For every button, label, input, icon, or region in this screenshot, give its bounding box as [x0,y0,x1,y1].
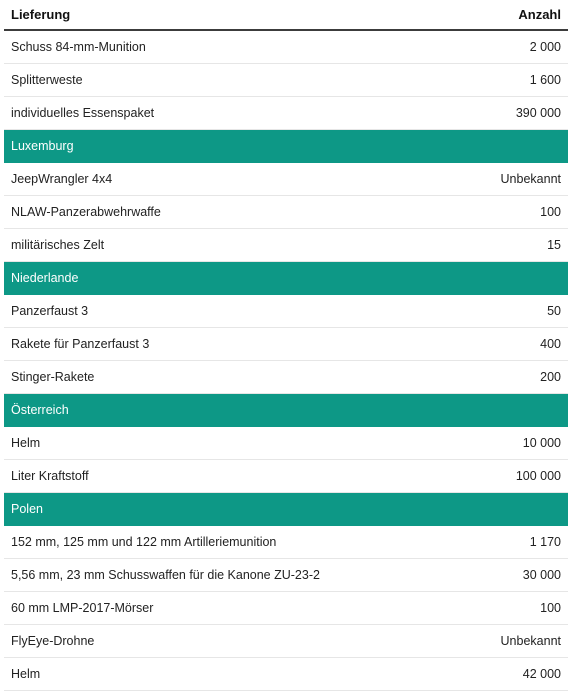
delivery-quantity: 1 600 [529,73,561,87]
delivery-item: Helm [11,667,41,681]
delivery-item: JeepWrangler 4x4 [11,172,113,186]
table-row [4,163,568,196]
table-row [4,295,568,328]
table-row [4,460,568,493]
table-row [4,328,568,361]
country-group-row [4,262,568,295]
delivery-quantity: 1 170 [529,535,561,549]
delivery-quantity: 15 [547,238,561,252]
delivery-quantity: 42 000 [522,667,561,681]
delivery-item: 152 mm, 125 mm und 122 mm Artilleriemunition [11,535,277,549]
table-row [4,625,568,658]
country-name: Luxemburg [11,139,74,153]
delivery-quantity: 200 [540,370,561,384]
delivery-quantity: 50 [547,304,561,318]
delivery-quantity: 30 000 [522,568,561,582]
country-name: Polen [11,502,43,516]
delivery-item: Liter Kraftstoff [11,469,89,483]
country-group-row [4,493,568,526]
deliveries-table [4,0,568,691]
delivery-item: Stinger-Rakete [11,370,95,384]
delivery-quantity: 100 [540,601,561,615]
delivery-item: NLAW-Panzerabwehrwaffe [11,205,161,219]
delivery-item: 5,56 mm, 23 mm Schusswaffen für die Kanone ZU-23-2 [11,568,320,582]
table-row [4,592,568,625]
country-name: Österreich [11,403,69,417]
table-body [4,31,568,691]
delivery-item: militärisches Zelt [11,238,105,252]
table-row [4,658,568,691]
table-row [4,526,568,559]
delivery-item: Rakete für Panzerfaust 3 [11,337,150,351]
table-row [4,97,568,130]
delivery-quantity: 100 000 [515,469,561,483]
country-group-row [4,130,568,163]
country-group-row [4,394,568,427]
table-row [4,427,568,460]
column-header-quantity: Anzahl [518,7,561,22]
delivery-item: 60 mm LMP-2017-Mörser [11,601,154,615]
delivery-item: Panzerfaust 3 [11,304,89,318]
table-row [4,559,568,592]
delivery-item: Splitterweste [11,73,83,87]
delivery-quantity: 390 000 [515,106,561,120]
column-header-delivery: Lieferung [11,7,71,22]
delivery-item: Helm [11,436,41,450]
delivery-item: FlyEye-Drohne [11,634,95,648]
delivery-quantity: 10 000 [522,436,561,450]
table-row [4,64,568,97]
delivery-quantity: Unbekannt [500,172,561,186]
table-row [4,31,568,64]
country-name: Niederlande [11,271,79,285]
delivery-quantity: 400 [540,337,561,351]
delivery-quantity: 100 [540,205,561,219]
delivery-quantity: 2 000 [529,40,561,54]
table-header [4,0,568,31]
delivery-item: individuelles Essenspaket [11,106,155,120]
table-row [4,196,568,229]
delivery-quantity: Unbekannt [500,634,561,648]
table-row [4,361,568,394]
delivery-item: Schuss 84-mm-Munition [11,40,146,54]
table-row [4,229,568,262]
